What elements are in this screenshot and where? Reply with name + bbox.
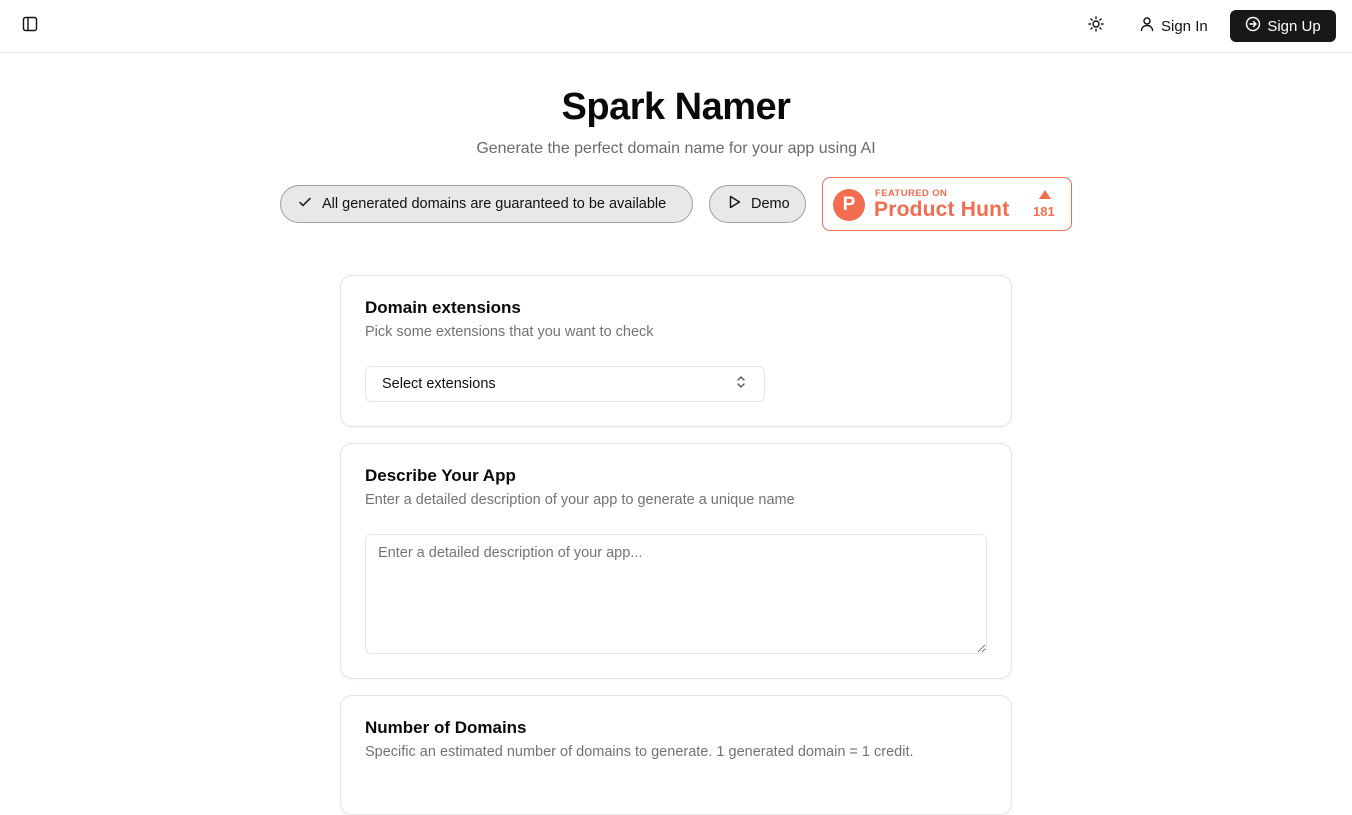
user-icon [1139, 16, 1155, 36]
extensions-select[interactable] [365, 366, 765, 402]
sign-in-button[interactable] [1130, 10, 1217, 42]
arrow-right-circle-icon [1245, 16, 1261, 36]
chevrons-up-down-icon [734, 375, 748, 393]
page-subtitle: Generate the perfect domain name for your app using AI [476, 140, 876, 157]
sign-up-label: Sign Up [1267, 17, 1321, 35]
card-title: Describe Your App [365, 466, 516, 485]
ph-name: Product Hunt [874, 198, 1010, 221]
card-description: Enter a detailed description of your app to generate a unique name [365, 492, 795, 508]
ph-upvote-count: 181 [1033, 204, 1055, 219]
card-title: Number of Domains [365, 718, 527, 737]
product-hunt-logo-icon: P [833, 189, 865, 221]
availability-guarantee-badge[interactable] [280, 185, 693, 223]
ph-featured-text: FEATURED ON [875, 188, 948, 199]
describe-app-card [340, 443, 1012, 679]
play-icon [726, 194, 742, 214]
sidebar-toggle-button[interactable] [18, 14, 42, 38]
app-description-textarea[interactable] [365, 534, 987, 654]
theme-toggle-button[interactable] [1084, 14, 1108, 38]
demo-label: Demo [751, 196, 790, 212]
page-title: Spark Namer [561, 86, 791, 128]
guarantee-label: All generated domains are guaranteed to be available [322, 196, 667, 212]
sun-icon [1088, 16, 1104, 37]
product-hunt-badge[interactable] [822, 177, 1072, 231]
check-icon [297, 194, 313, 214]
panel-left-icon [22, 16, 38, 37]
number-of-domains-card [340, 695, 1012, 815]
sign-in-label: Sign In [1161, 17, 1208, 35]
top-navigation-bar [0, 0, 1352, 53]
domain-extensions-card [340, 275, 1012, 427]
card-description: Pick some extensions that you want to check [365, 324, 654, 340]
card-title: Domain extensions [365, 298, 521, 317]
demo-button[interactable] [709, 185, 806, 223]
select-placeholder: Select extensions [382, 376, 496, 392]
sign-up-button[interactable] [1230, 10, 1336, 42]
upvote-triangle-icon [1039, 190, 1051, 199]
card-description: Specific an estimated number of domains to generate. 1 generated domain = 1 credit. [365, 744, 914, 760]
